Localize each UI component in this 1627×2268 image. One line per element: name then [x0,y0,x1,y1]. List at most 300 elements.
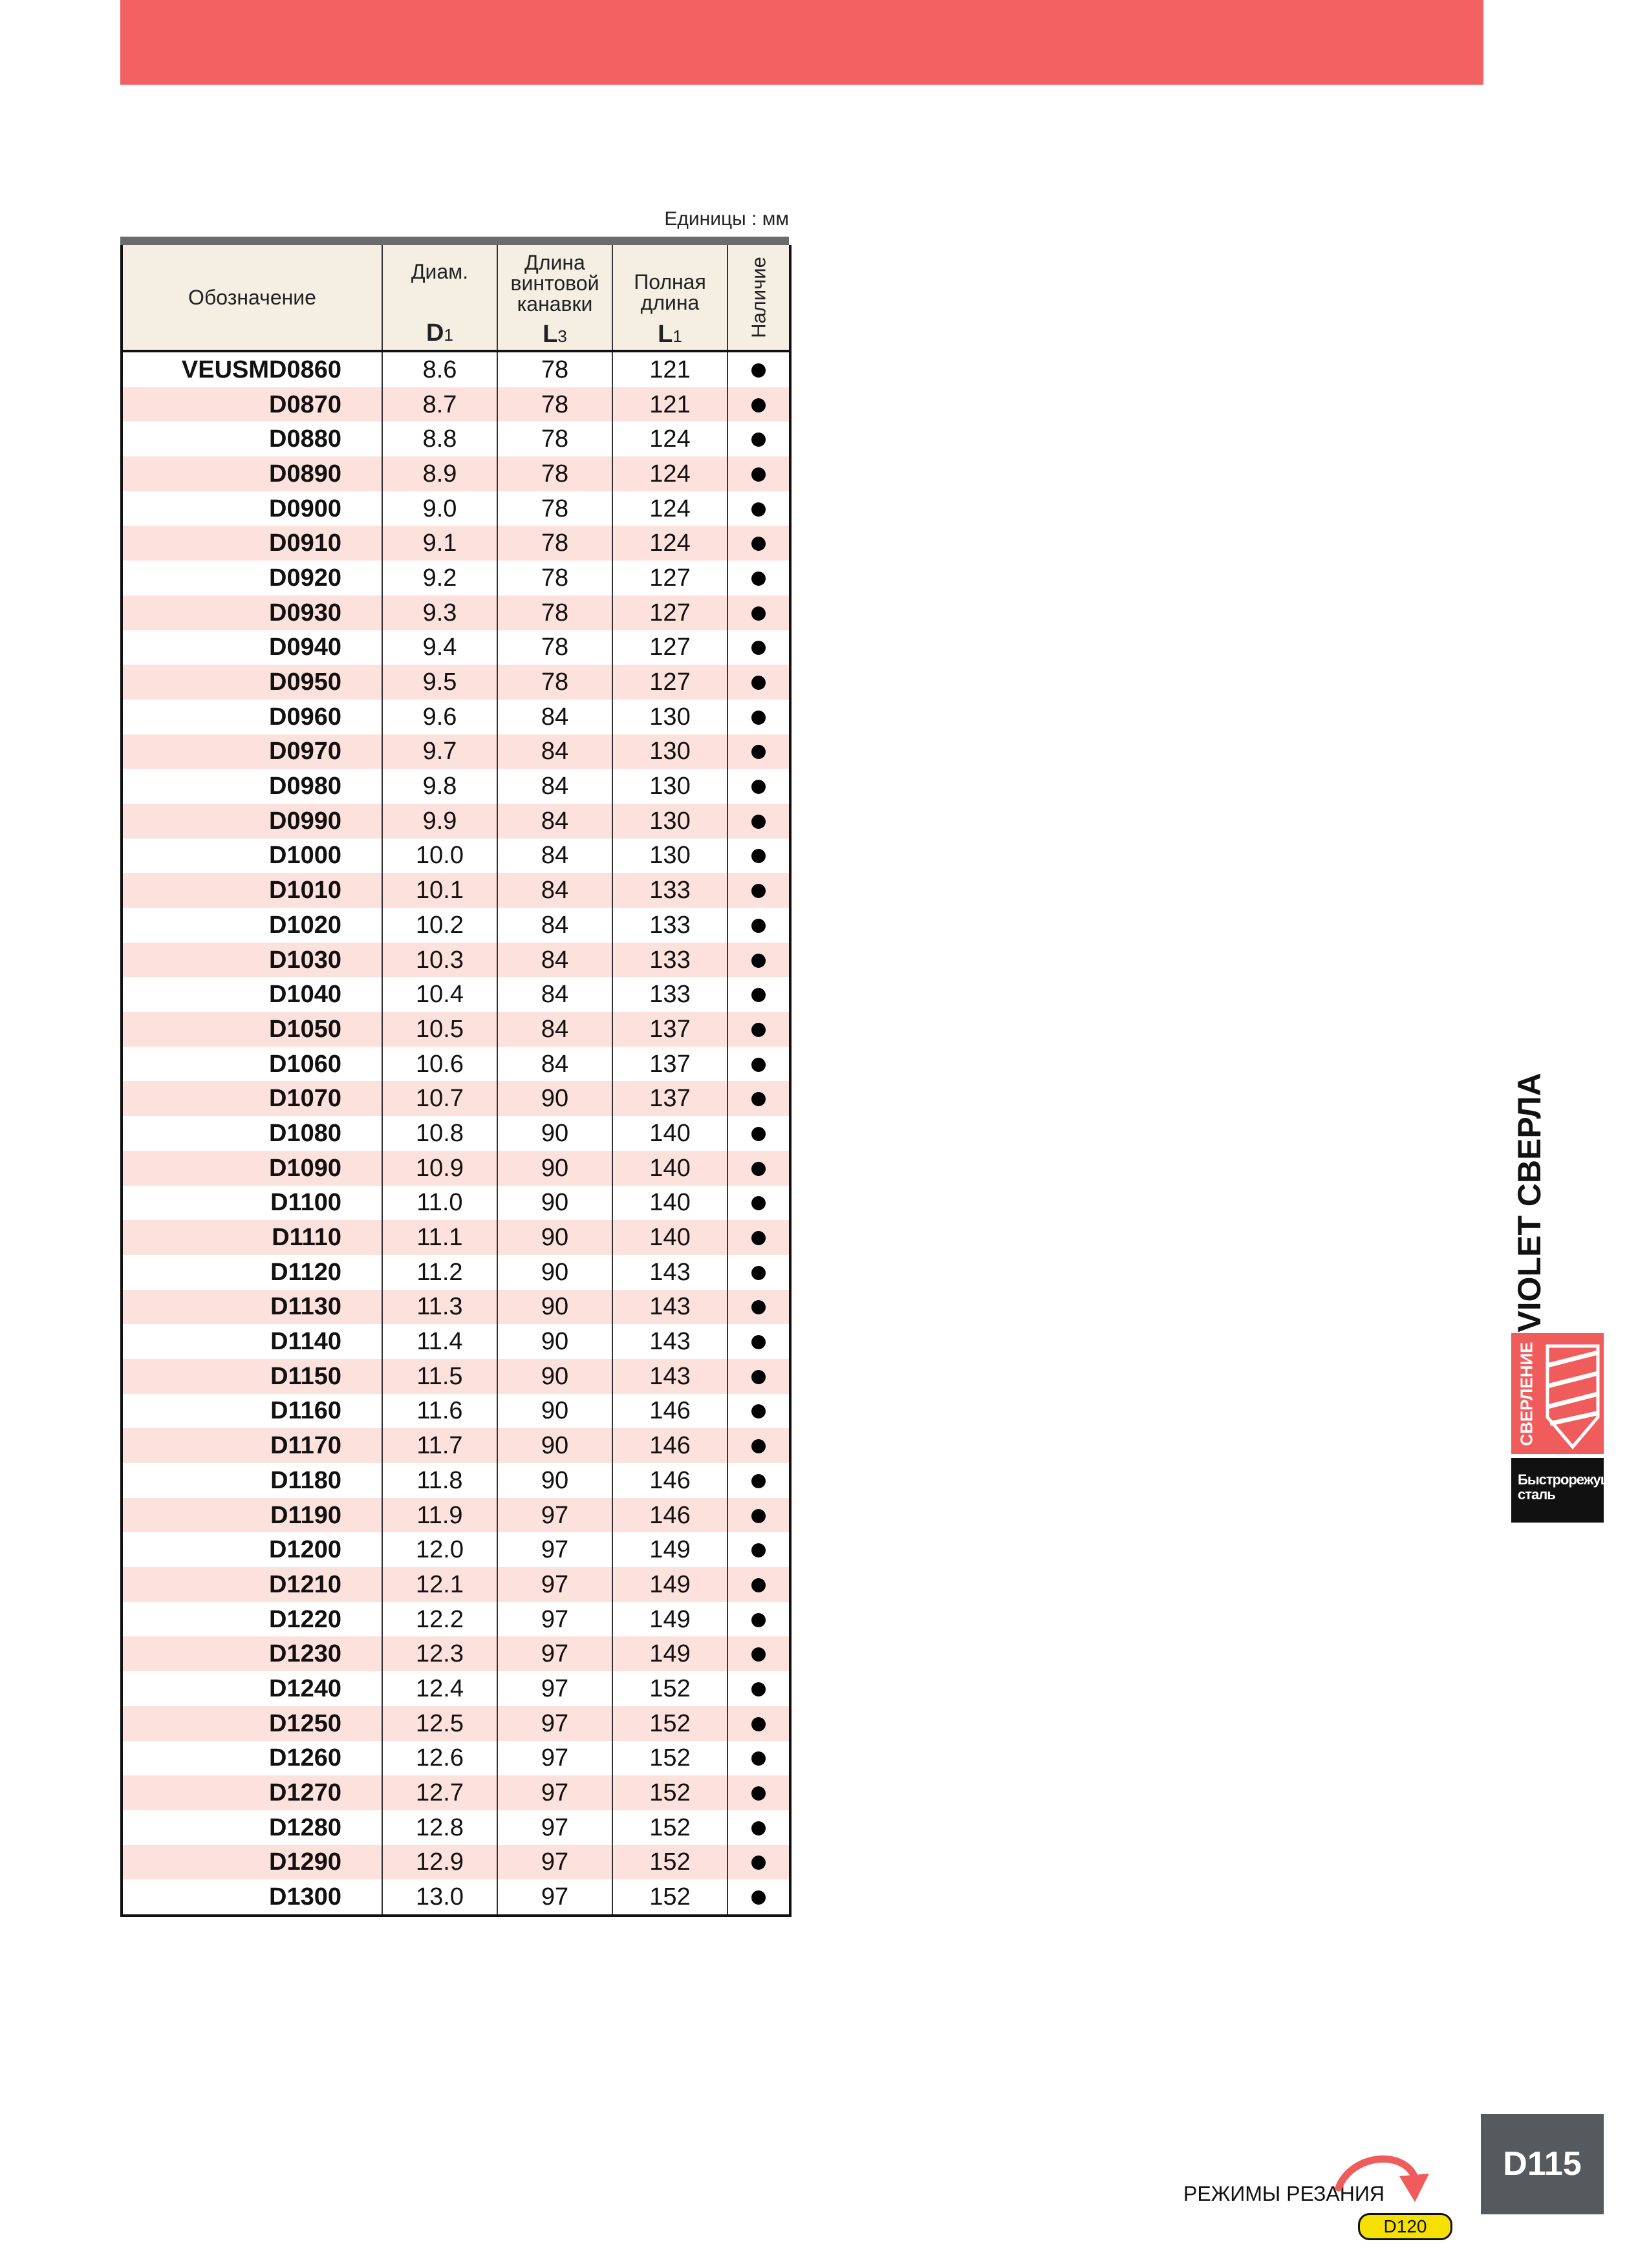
cell-flute-length: 84 [497,769,612,804]
cell-availability [727,422,790,456]
cell-flute-length: 84 [497,908,612,943]
cell-diameter: 9.0 [382,491,497,526]
cell-overall-length: 130 [612,734,727,769]
cell-flute-length: 97 [497,1671,612,1706]
table-top-rule [120,237,789,245]
table-row [122,351,790,387]
table-row [122,1220,790,1255]
cell-availability [727,873,790,908]
cell-designation: D1300 [122,1879,382,1916]
in-stock-dot-icon [751,988,766,1002]
cell-overall-length: 152 [612,1810,727,1845]
cell-designation: D1160 [122,1394,382,1429]
cell-diameter: 11.1 [382,1220,497,1255]
in-stock-dot-icon [751,1404,766,1418]
in-stock-dot-icon [751,954,766,968]
cell-flute-length: 78 [497,526,612,561]
cell-diameter: 9.1 [382,526,497,561]
table-body [122,351,790,1916]
cell-flute-length: 90 [497,1359,612,1394]
table-row [122,491,790,526]
in-stock-dot-icon [751,745,766,759]
cell-availability [727,456,790,491]
cell-designation: D1110 [122,1220,382,1255]
table-row [122,734,790,769]
table-row [122,595,790,630]
cell-diameter: 12.5 [382,1706,497,1741]
header-diameter-label: Диам. [411,260,469,283]
cell-availability [727,1290,790,1325]
cell-diameter: 9.7 [382,734,497,769]
cell-diameter: 12.8 [382,1810,497,1845]
curved-arrow-icon [1332,2148,1436,2206]
cell-designation: D1050 [122,1012,382,1047]
table-row [122,1255,790,1290]
cell-designation: D1070 [122,1081,382,1116]
cell-diameter: 11.8 [382,1463,497,1498]
cell-flute-length: 97 [497,1602,612,1637]
cell-designation: D1290 [122,1845,382,1880]
header-overall-length [612,245,727,351]
cell-designation: D1170 [122,1428,382,1463]
cell-flute-length: 84 [497,943,612,978]
cell-diameter: 10.1 [382,873,497,908]
cell-diameter: 8.7 [382,387,497,422]
cell-diameter: 11.9 [382,1498,497,1533]
cell-diameter: 11.2 [382,1255,497,1290]
cell-designation: D1200 [122,1532,382,1567]
cell-availability [727,1775,790,1810]
cell-designation: VEUSMD0860 [122,351,382,387]
top-color-band [120,0,1483,85]
cell-overall-length: 140 [612,1151,727,1186]
cell-overall-length: 143 [612,1359,727,1394]
table-row [122,1324,790,1359]
cell-diameter: 13.0 [382,1879,497,1916]
cell-diameter: 12.1 [382,1567,497,1602]
cell-overall-length: 140 [612,1186,727,1221]
cell-availability [727,839,790,873]
drill-bit-icon [1545,1340,1600,1450]
in-stock-dot-icon [751,815,766,829]
in-stock-dot-icon [751,398,766,412]
header-flute-length-label: Длина винтовой канавки [510,251,599,316]
cell-designation: D0940 [122,630,382,665]
cell-overall-length: 130 [612,769,727,804]
cell-flute-length: 90 [497,1290,612,1325]
in-stock-dot-icon [751,1439,766,1453]
cell-availability [727,1532,790,1567]
table-row [122,1012,790,1047]
in-stock-dot-icon [751,1474,766,1488]
cell-overall-length: 127 [612,630,727,665]
cell-designation: D1260 [122,1741,382,1776]
cell-flute-length: 97 [497,1636,612,1671]
table-row [122,1532,790,1567]
in-stock-dot-icon [751,606,766,621]
cell-flute-length: 97 [497,1775,612,1810]
cell-overall-length: 127 [612,665,727,700]
header-overall-length-symbol: L1 [658,321,682,348]
cell-overall-length: 121 [612,351,727,387]
in-stock-dot-icon [751,711,766,725]
table-row [122,1775,790,1810]
cell-overall-length: 133 [612,977,727,1012]
cell-diameter: 10.5 [382,1012,497,1047]
cell-diameter: 9.9 [382,804,497,839]
cell-overall-length: 124 [612,526,727,561]
cell-designation: D1000 [122,839,382,873]
cell-designation: D1030 [122,943,382,978]
table-row [122,1706,790,1741]
cell-diameter: 10.7 [382,1081,497,1116]
table-row [122,1151,790,1186]
cutting-conditions-link[interactable]: РЕЖИМЫ РЕЗАНИЯ [1183,2182,1385,2205]
section-tab-drilling[interactable] [1511,1333,1604,1454]
cell-flute-length: 90 [497,1186,612,1221]
cell-availability [727,1255,790,1290]
table-row [122,1567,790,1602]
in-stock-dot-icon [751,919,766,933]
table-row [122,561,790,595]
cell-designation: D0880 [122,422,382,456]
cell-overall-length: 127 [612,595,727,630]
cell-overall-length: 124 [612,456,727,491]
in-stock-dot-icon [751,1058,766,1072]
header-availability: Наличие [727,245,790,351]
cell-diameter: 11.0 [382,1186,497,1221]
cell-availability [727,769,790,804]
cell-overall-length: 152 [612,1671,727,1706]
cell-availability [727,734,790,769]
table-row [122,1498,790,1533]
cell-designation: D0930 [122,595,382,630]
table-row [122,1116,790,1151]
table-row [122,1845,790,1880]
cell-overall-length: 149 [612,1602,727,1637]
product-table [120,245,792,1917]
cell-flute-length: 97 [497,1741,612,1776]
table-row [122,387,790,422]
cell-designation: D0980 [122,769,382,804]
cell-diameter: 8.6 [382,351,497,387]
cell-availability [727,1151,790,1186]
sidebar-title: VIOLET СВЕРЛА [1511,1073,1547,1332]
cell-availability [727,908,790,943]
cell-availability [727,665,790,700]
in-stock-dot-icon [751,1335,766,1349]
cell-availability [727,1741,790,1776]
cell-diameter: 10.0 [382,839,497,873]
cell-overall-length: 137 [612,1012,727,1047]
cell-availability [727,1324,790,1359]
table-row [122,1394,790,1429]
cell-availability [727,1394,790,1429]
table-row [122,1428,790,1463]
cell-flute-length: 90 [497,1428,612,1463]
material-tab-hss[interactable]: Быстрорежущая сталь [1511,1458,1604,1523]
cell-flute-length: 90 [497,1151,612,1186]
in-stock-dot-icon [751,1682,766,1696]
cell-flute-length: 84 [497,734,612,769]
cell-availability [727,1116,790,1151]
cell-diameter: 10.4 [382,977,497,1012]
cell-flute-length: 90 [497,1220,612,1255]
cell-overall-length: 133 [612,943,727,978]
cell-designation: D0910 [122,526,382,561]
section-tab-label: СВЕРЛЕНИЕ [1516,1342,1536,1446]
in-stock-dot-icon [751,1266,766,1280]
in-stock-dot-icon [751,1509,766,1523]
cell-diameter: 8.8 [382,422,497,456]
cell-flute-length: 84 [497,1012,612,1047]
cell-designation: D1190 [122,1498,382,1533]
cell-designation: D0890 [122,456,382,491]
cell-availability [727,1081,790,1116]
table-row [122,665,790,700]
cell-diameter: 12.3 [382,1636,497,1671]
cell-diameter: 10.6 [382,1047,497,1082]
cell-availability [727,491,790,526]
cell-flute-length: 97 [497,1567,612,1602]
cell-overall-length: 152 [612,1741,727,1776]
cell-designation: D1220 [122,1602,382,1637]
cell-diameter: 9.6 [382,700,497,734]
cell-diameter: 11.5 [382,1359,497,1394]
cell-availability [727,1047,790,1082]
reference-page-badge[interactable]: D120 [1358,2213,1452,2240]
cell-availability [727,1012,790,1047]
cell-availability [727,630,790,665]
in-stock-dot-icon [751,1717,766,1731]
cell-availability [727,804,790,839]
table-row [122,769,790,804]
cell-availability [727,526,790,561]
cell-availability [727,387,790,422]
cell-designation: D1250 [122,1706,382,1741]
cell-designation: D0960 [122,700,382,734]
cell-flute-length: 84 [497,977,612,1012]
cell-flute-length: 90 [497,1394,612,1429]
cell-availability [727,1845,790,1880]
in-stock-dot-icon [751,433,766,447]
cell-designation: D0990 [122,804,382,839]
table-row [122,1671,790,1706]
cell-flute-length: 84 [497,873,612,908]
table-row [122,1636,790,1671]
cell-availability [727,1428,790,1463]
cell-overall-length: 137 [612,1081,727,1116]
cell-flute-length: 84 [497,839,612,873]
cell-designation: D1020 [122,908,382,943]
cell-overall-length: 140 [612,1116,727,1151]
in-stock-dot-icon [751,1578,766,1592]
cell-overall-length: 124 [612,422,727,456]
cell-availability [727,351,790,387]
cell-diameter: 8.9 [382,456,497,491]
cell-overall-length: 130 [612,700,727,734]
cell-designation: D1270 [122,1775,382,1810]
cell-diameter: 11.6 [382,1394,497,1429]
cell-availability [727,561,790,595]
cell-designation: D1120 [122,1255,382,1290]
table-row [122,839,790,873]
cell-designation: D1090 [122,1151,382,1186]
cell-availability [727,1879,790,1916]
header-flute-length [497,245,612,351]
cell-availability [727,700,790,734]
cell-designation: D1100 [122,1186,382,1221]
cell-availability [727,1186,790,1221]
cell-overall-length: 149 [612,1532,727,1567]
cell-availability [727,1636,790,1671]
cell-diameter: 9.4 [382,630,497,665]
cell-flute-length: 78 [497,630,612,665]
table-row [122,1741,790,1776]
in-stock-dot-icon [751,502,766,517]
cell-designation: D1080 [122,1116,382,1151]
cell-diameter: 11.7 [382,1428,497,1463]
cell-availability [727,1602,790,1637]
cell-diameter: 10.2 [382,908,497,943]
cell-diameter: 10.9 [382,1151,497,1186]
cell-flute-length: 97 [497,1810,612,1845]
cell-designation: D1280 [122,1810,382,1845]
cell-flute-length: 97 [497,1498,612,1533]
cell-flute-length: 84 [497,804,612,839]
cell-flute-length: 78 [497,351,612,387]
cell-flute-length: 90 [497,1116,612,1151]
cell-overall-length: 137 [612,1047,727,1082]
cell-flute-length: 90 [497,1463,612,1498]
cell-overall-length: 146 [612,1394,727,1429]
cell-designation: D1180 [122,1463,382,1498]
cell-overall-length: 124 [612,491,727,526]
table-row [122,526,790,561]
table-row [122,1047,790,1082]
table-row [122,1359,790,1394]
in-stock-dot-icon [751,1162,766,1176]
cell-diameter: 12.7 [382,1775,497,1810]
cell-designation: D1150 [122,1359,382,1394]
in-stock-dot-icon [751,1613,766,1627]
cell-diameter: 10.3 [382,943,497,978]
cell-overall-length: 130 [612,804,727,839]
cell-diameter: 9.3 [382,595,497,630]
in-stock-dot-icon [751,1370,766,1384]
in-stock-dot-icon [751,1751,766,1766]
cell-availability [727,1498,790,1533]
cell-overall-length: 152 [612,1775,727,1810]
in-stock-dot-icon [751,1092,766,1106]
cell-availability [727,977,790,1012]
cell-overall-length: 130 [612,839,727,873]
cell-flute-length: 90 [497,1255,612,1290]
in-stock-dot-icon [751,849,766,863]
cell-diameter: 9.8 [382,769,497,804]
in-stock-dot-icon [751,884,766,898]
cell-designation: D0970 [122,734,382,769]
cell-availability [727,1671,790,1706]
cell-availability [727,1359,790,1394]
cell-flute-length: 97 [497,1532,612,1567]
cell-overall-length: 133 [612,873,727,908]
cell-diameter: 11.3 [382,1290,497,1325]
cell-designation: D1040 [122,977,382,1012]
cell-designation: D1210 [122,1567,382,1602]
in-stock-dot-icon [751,1196,766,1210]
cell-designation: D1230 [122,1636,382,1671]
cell-overall-length: 152 [612,1706,727,1741]
in-stock-dot-icon [751,467,766,482]
cell-overall-length: 152 [612,1879,727,1916]
cell-availability [727,1567,790,1602]
cell-availability [727,595,790,630]
cell-diameter: 12.9 [382,1845,497,1880]
in-stock-dot-icon [751,1231,766,1245]
header-diameter-symbol: D1 [426,319,453,347]
cell-availability [727,1706,790,1741]
cell-overall-length: 143 [612,1324,727,1359]
product-table-container [120,237,789,1917]
cell-designation: D1060 [122,1047,382,1082]
cell-diameter: 9.5 [382,665,497,700]
header-designation: Обозначение [122,245,382,351]
in-stock-dot-icon [751,1821,766,1835]
cell-overall-length: 152 [612,1845,727,1880]
table-row [122,1810,790,1845]
cell-flute-length: 78 [497,422,612,456]
table-row [122,977,790,1012]
cell-diameter: 12.2 [382,1602,497,1637]
cell-overall-length: 127 [612,561,727,595]
cell-overall-length: 140 [612,1220,727,1255]
cell-overall-length: 146 [612,1498,727,1533]
cell-flute-length: 78 [497,456,612,491]
cell-designation: D1140 [122,1324,382,1359]
cell-flute-length: 78 [497,665,612,700]
cell-flute-length: 78 [497,595,612,630]
cell-flute-length: 97 [497,1845,612,1880]
table-row [122,1081,790,1116]
cell-flute-length: 90 [497,1324,612,1359]
cell-designation: D0920 [122,561,382,595]
cell-availability [727,1220,790,1255]
table-row [122,804,790,839]
cell-diameter: 12.0 [382,1532,497,1567]
in-stock-dot-icon [751,1023,766,1037]
cell-flute-length: 84 [497,1047,612,1082]
cell-designation: D0950 [122,665,382,700]
table-row [122,630,790,665]
in-stock-dot-icon [751,537,766,551]
cell-overall-length: 133 [612,908,727,943]
cell-diameter: 12.4 [382,1671,497,1706]
cell-flute-length: 78 [497,491,612,526]
cell-flute-length: 84 [497,700,612,734]
cell-flute-length: 97 [497,1706,612,1741]
in-stock-dot-icon [751,363,766,378]
table-row [122,700,790,734]
cell-diameter: 9.2 [382,561,497,595]
cell-designation: D1130 [122,1290,382,1325]
cell-designation: D0900 [122,491,382,526]
cell-flute-length: 78 [497,561,612,595]
cell-flute-length: 97 [497,1879,612,1916]
table-row [122,908,790,943]
header-overall-length-label: Полная длина [634,270,706,314]
cell-designation: D1010 [122,873,382,908]
